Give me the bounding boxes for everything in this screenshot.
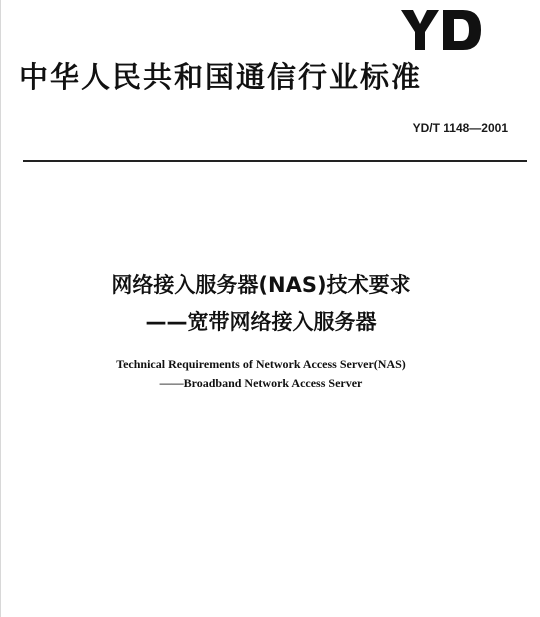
- header-divider: [23, 160, 527, 162]
- document-title-english: Technical Requirements of Network Access Server(NAS): [116, 357, 406, 371]
- document-subtitle-english: ——Broadband Network Access Server: [159, 376, 363, 390]
- standard-number: YD/T 1148—2001: [412, 121, 508, 135]
- document-subtitle-chinese: ——宽带网络接入服务器: [145, 310, 377, 334]
- issuing-organization-title: 中华人民共和国通信行业标准: [19, 60, 423, 94]
- yd-logo: [399, 8, 483, 52]
- document-title-chinese: 网络接入服务器(NAS)技术要求: [111, 273, 411, 297]
